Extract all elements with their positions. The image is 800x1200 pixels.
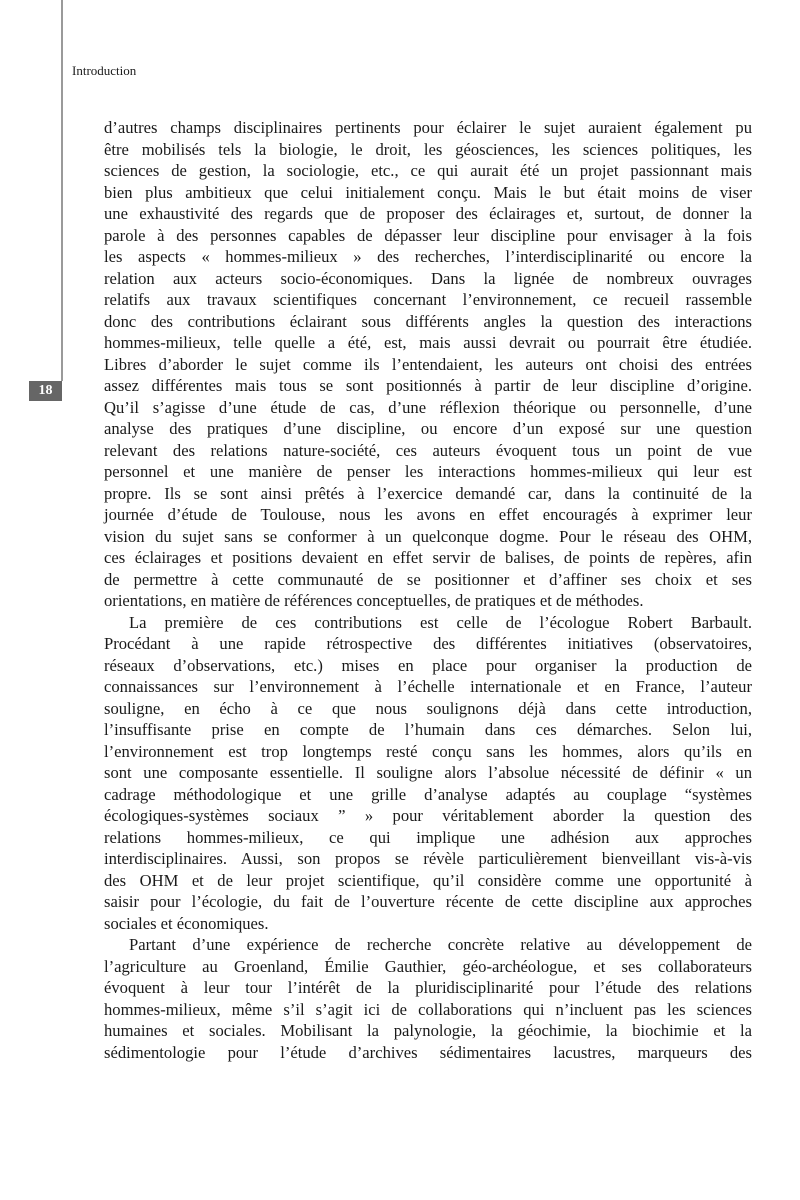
text-line: hommes-milieux, telle quelle a été, est, mais aussi devrait ou pourrait être étudiée. (104, 333, 752, 352)
text-line: propre. Ils se sont ainsi prêtés à l’exercice demandé car, dans la continuité de la (104, 483, 752, 503)
text-line: humaines et sociales. Mobilisant la palynologie, la géochimie, la biochimie et la (104, 1021, 752, 1040)
text-line: Procédant à une rapide rétrospective des différentes initiatives (observatoires, (104, 634, 752, 653)
paragraph (104, 117, 752, 612)
text-line: sciences de gestion, la sociologie, etc., ce qui aurait été un projet passionnant mais (104, 161, 752, 180)
text-line: sédimentologie pour l’étude d’archives sédimentaires lacustres, marqueurs des (104, 1042, 752, 1062)
body-text (104, 117, 752, 1063)
text-line: relations hommes-milieux, ce qui implique une adhésion aux approches (104, 827, 752, 847)
text-line: des OHM et de leur projet scientifique, qu’il considère comme une opportunité à (104, 870, 752, 890)
text-line: l’insuffisante prise en compte de l’humain dans ces démarches. Selon lui, (104, 720, 752, 739)
text-line: être mobilisés tels la biologie, le droit, les géosciences, les sciences politiques, les (104, 139, 752, 159)
margin-rule (61, 0, 63, 381)
text-line: orientations, en matière de références conceptuelles, de pratiques et de méthodes. (104, 591, 644, 610)
text-line: analyse des pratiques d’une discipline, ou encore d’un exposé sur une question (104, 419, 752, 438)
text-line: écologiques-systèmes sociaux ” » pour véritablement aborder la question des (104, 806, 752, 825)
text-line: interdisciplinaires. Aussi, son propos se révèle particulièrement bienveillant vis-à-vis (104, 849, 752, 868)
text-line: évoquent à leur tour l’intérêt de la pluridisciplinarité pour l’étude des relations (104, 978, 752, 997)
text-line: donc des contributions éclairant sous différents angles la question des interactions (104, 311, 752, 331)
text-line: Libres d’aborder le sujet comme ils l’entendaient, les auteurs ont choisi des entrées (104, 354, 752, 374)
text-line: sont une composante essentielle. Il souligne alors l’absolue nécessité de définir « un (104, 763, 752, 782)
paragraph (104, 612, 752, 935)
text-line: ces éclairages et positions devaient en effet servir de balises, de points de repères, afin (104, 548, 752, 567)
text-line: journée d’étude de Toulouse, nous les avons en effet encouragés à exprimer leur (104, 505, 752, 524)
text-line: bien plus ambitieux que celui initialement conçu. Mais le but était moins de viser (104, 182, 752, 202)
paragraph (104, 934, 752, 1063)
text-line: La première de ces contributions est celle de l’écologue Robert Barbault. (129, 612, 752, 632)
text-line: souligne, en écho à ce que nous soulignons déjà dans cette introduction, (104, 698, 752, 718)
text-line: relevant des relations nature-société, ces auteurs évoquent tous un point de vue (104, 440, 752, 460)
text-line: vision du sujet sans se conformer à un quelconque dogme. Pour le réseau des OHM, (104, 526, 752, 546)
text-line: Partant d’une expérience de recherche concrète relative au développement de (129, 935, 752, 954)
text-line: d’autres champs disciplinaires pertinents pour éclairer le sujet auraient également pu (104, 118, 752, 137)
text-line: relation aux acteurs socio-économiques. Dans la lignée de nombreux ouvrages (104, 268, 752, 288)
text-line: relatifs aux travaux scientifiques concernant l’environnement, ce recueil rassemble (104, 290, 752, 309)
text-line: personnel et une manière de penser les interactions hommes-milieux qui leur est (104, 462, 752, 481)
text-line: l’environnement est trop longtemps resté conçu sans les hommes, alors qu’ils en (104, 741, 752, 761)
text-line: saisir pour l’écologie, du fait de l’ouverture récente de cette discipline aux approches (104, 892, 752, 911)
text-line: de permettre à cette communauté de se positionner et d’affiner ses choix et ses (104, 569, 752, 589)
text-line: hommes-milieux, même s’il s’agit ici de collaborations qui n’incluent pas les sciences (104, 999, 752, 1019)
running-title: Introduction (72, 63, 137, 78)
text-line: connaissances sur l’environnement à l’échelle internationale et en France, l’auteur (104, 677, 752, 696)
text-line: une exhaustivité des regards que de proposer des éclairages et, surtout, de donner la (104, 204, 752, 223)
text-line: Qu’il s’agisse d’une étude de cas, d’une réflexion théorique ou personnelle, d’une (104, 397, 752, 417)
text-line: l’agriculture au Groenland, Émilie Gauthier, géo-archéologue, et ses collaborateurs (104, 956, 752, 976)
text-line: assez différentes mais tous se sont positionnés à partir de leur discipline d’origine. (104, 376, 752, 395)
text-line: sociales et économiques. (104, 913, 269, 933)
text-line: parole à des personnes capables de dépasser leur discipline pour envisager à la fois (104, 225, 752, 245)
text-line: cadrage méthodologique et une grille d’analyse adaptés au couplage “systèmes (104, 784, 752, 804)
text-line: les aspects « hommes-milieux » des recherches, l’interdisciplinarité ou encore la (104, 247, 752, 266)
page-number: 18 (29, 381, 62, 401)
text-line: réseaux d’observations, etc.) mises en place pour organiser la production de (104, 655, 752, 675)
